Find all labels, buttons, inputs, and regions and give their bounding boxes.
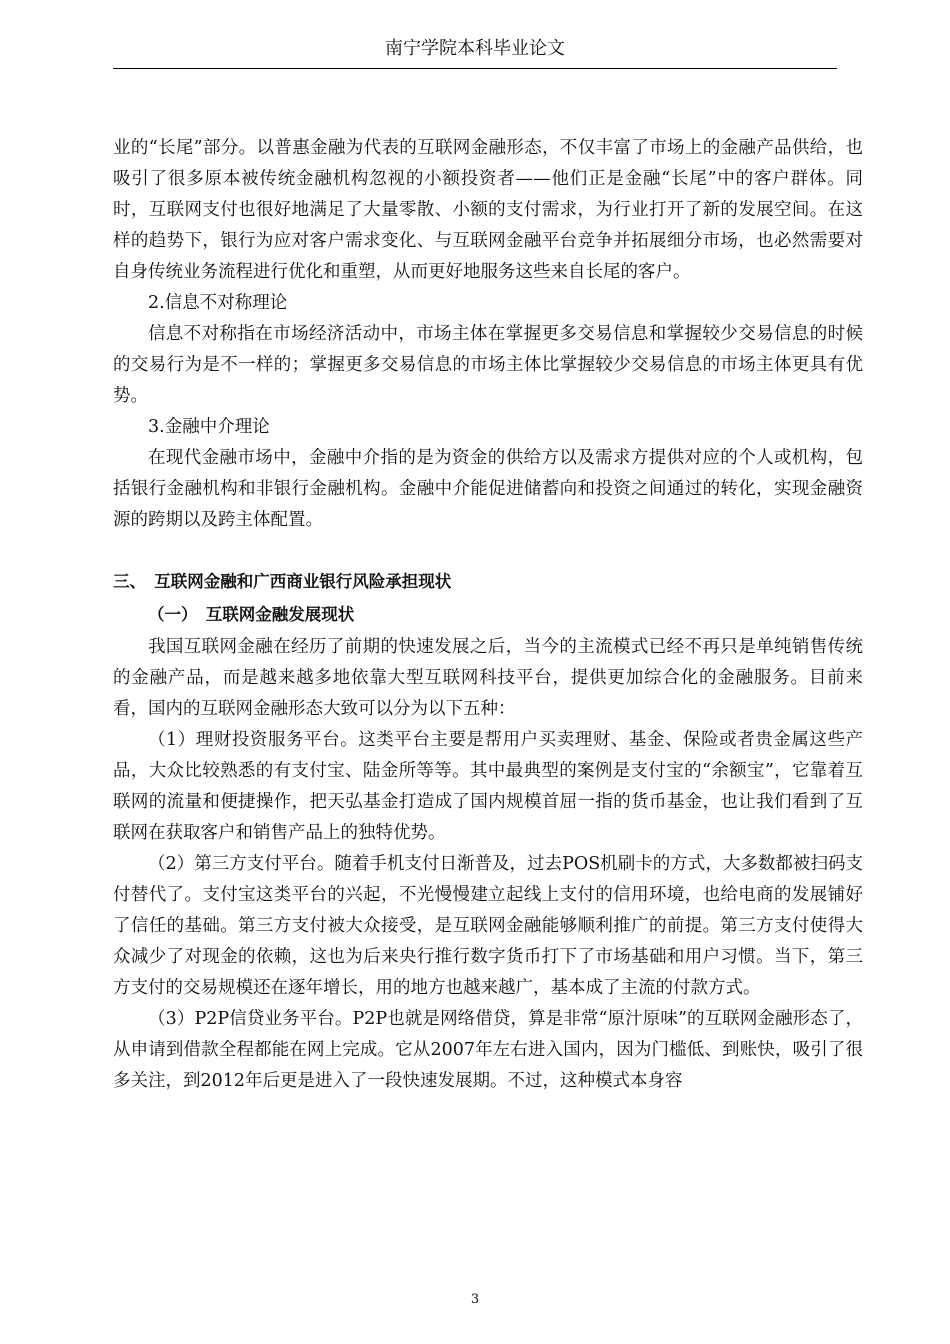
subheading-information-asymmetry: 2.信息不对称理论 (148, 293, 288, 313)
section-heading-3: 三、 互联网金融和广西商业银行风险承担现状 (113, 572, 452, 591)
subheading-financial-intermediation: 3.金融中介理论 (148, 417, 270, 437)
paragraph-p2p-lending: （3）P2P信贷业务平台。P2P也就是网络借贷，算是非常“原汁原味”的互联网金融形态了，从申请到借款全程都能在网上完成。它从2007年左右进入国内，因为门槛低、到账快，吸引了很多关注，到2012年后更是进入了一段快速发展期。不过，这种模式本身容 (113, 1009, 863, 1091)
page-number (0, 1292, 950, 1308)
paragraph-wealth-platform: （1）理财投资服务平台。这类平台主要是帮用户买卖理财、基金、保险或者贵金属这些产品，大众比较熟悉的有支付宝、陆金所等等。其中最典型的案例是支付宝的“余额宝”，它靠着互联网的流量和便捷操作，把天弘基金打造成了国内规模首屈一指的货币基金，也让我们看到了互联网在获取客户和销售产品上的独特优势。 (113, 730, 863, 843)
subsection-heading-1: （一） 互联网金融发展现状 (148, 605, 355, 624)
paragraph-third-party-payment: （2）第三方支付平台。随着手机支付日渐普及，过去POS机刷卡的方式，大多数都被扫码支付替代了。支付宝这类平台的兴起，不光慢慢建立起线上支付的信用环境，也给电商的发展铺好了信任的基础。第三方支付被大众接受，是互联网金融能够顺利推广的前提。第三方支付使得大众减少了对现金的依赖，这也为后来央行推行数字货币打下了市场基础和用户习惯。当下，第三方支付的交易规模还在逐年增长，用的地方也越来越广，基本成了主流的付款方式。 (113, 854, 863, 998)
page-header (113, 34, 837, 69)
paragraph-financial-intermediation: 在现代金融市场中，金融中介指的是为资金的供给方以及需求方提供对应的个人或机构，包括银行金融机构和非银行金融机构。金融中介能促进储蓄向和投资之间通过的转化，实现金融资源的跨期以及跨主体配置。 (113, 448, 863, 530)
paragraph-information-asymmetry: 信息不对称指在市场经济活动中，市场主体在掌握更多交易信息和掌握较少交易信息的时候的交易行为是不一样的；掌握更多交易信息的市场主体比掌握较少交易信息的市场主体更具有优势。 (113, 324, 863, 406)
paragraph-internet-finance-overview: 我国互联网金融在经历了前期的快速发展之后，当今的主流模式已经不再只是单纯销售传统的金融产品，而是越来越多地依靠大型互联网科技平台，提供更加综合化的金融服务。目前来看，国内的互联网金融形态大致可以分为以下五种： (113, 637, 863, 719)
paragraph-long-tail: 业的“长尾”部分。以普惠金融为代表的互联网金融形态，不仅丰富了市场上的金融产品供给，也吸引了很多原本被传统金融机构忽视的小额投资者——他们正是金融“长尾”中的客户群体。同时，互联网支付也很好地满足了大量零散、小额的支付需求，为行业打开了新的发展空间。在这样的趋势下，银行为应对客户需求变化、与互联网金融平台竞争并拓展细分市场，也必然需要对自身传统业务流程进行优化和重塑，从而更好地服务这些来自长尾的客户。 (113, 138, 863, 282)
page-number-text: 3 (470, 1292, 480, 1307)
header-title: 南宁学院本科毕业论文 (385, 38, 565, 59)
document-body (113, 133, 863, 1097)
section-spacer (113, 536, 863, 566)
